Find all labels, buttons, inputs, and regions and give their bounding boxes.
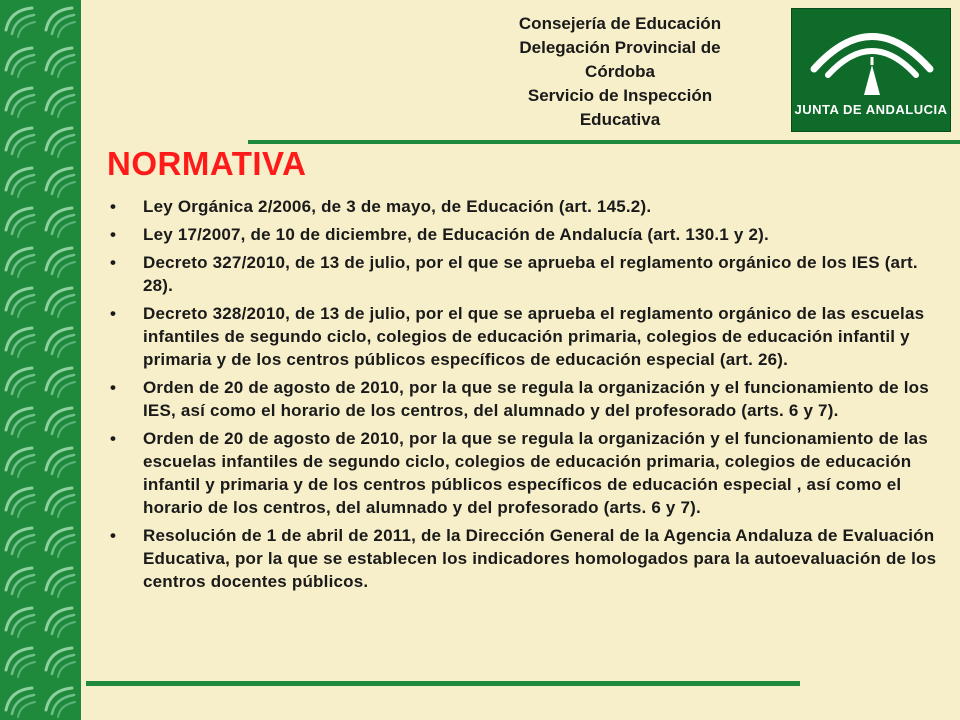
footer-divider: [86, 681, 800, 686]
arc-pattern: [0, 0, 81, 720]
bullet-icon: •: [110, 253, 117, 272]
bullet-icon: •: [110, 429, 117, 448]
list-item-text: Decreto 328/2010, de 13 de julio, por el que se aprueba el reglamento orgánico de las escuelas infantiles de segundo ciclo, colegios de educación primaria, colegios de educación infantil y primaria y de los centros públicos específicos de educación especial (art. 26).: [143, 304, 925, 369]
list-item: [110, 376, 945, 422]
header-line: Consejería de Educación: [518, 14, 722, 33]
header-line: Servicio de Inspección: [527, 86, 713, 105]
list-item-text: Ley Orgánica 2/2006, de 3 de mayo, de Educación (art. 145.2).: [143, 197, 652, 216]
page-title: NORMATIVA: [107, 145, 307, 182]
list-item-text: Decreto 327/2010, de 13 de julio, por el que se aprueba el reglamento orgánico de los IES (art. 28).: [143, 253, 918, 295]
header-institution: [470, 12, 770, 132]
bullet-icon: •: [110, 378, 117, 397]
bullet-icon: •: [110, 304, 117, 323]
list-item-text: Orden de 20 de agosto de 2010, por la que se regula la organización y el funcionamiento de las escuelas infantiles de segundo ciclo, colegios de educación primaria, colegios de educación infantil y primaria y de los centros públicos específicos de educación especial , así como el horario de los centros, del alumnado y del profesorado (arts. 6 y 7).: [143, 429, 928, 517]
header-divider: [248, 140, 960, 144]
bullet-icon: •: [110, 225, 117, 244]
list-item: [110, 427, 945, 519]
list-item: [110, 223, 945, 246]
list-item-text: Ley 17/2007, de 10 de diciembre, de Educación de Andalucía (art. 130.1 y 2).: [143, 225, 769, 244]
list-item: [110, 302, 945, 371]
bullet-icon: •: [110, 526, 117, 545]
list-item: [110, 195, 945, 218]
decorative-sidebar: [0, 0, 81, 720]
header-line: Delegación Provincial de: [519, 38, 721, 57]
list-item: [110, 251, 945, 297]
normativa-list: [110, 195, 945, 598]
list-item-text: Orden de 20 de agosto de 2010, por la que se regula la organización y el funcionamiento de los IES, así como el horario de los centros, del alumnado y del profesorado (arts. 6 y 7).: [143, 378, 929, 420]
list-item-text: Resolución de 1 de abril de 2011, de la Dirección General de la Agencia Andaluza de Evaluación Educativa, por la que se establecen los indicadores homologados para la autoevaluación de los centros docentes públicos.: [143, 526, 937, 591]
junta-logo: [791, 8, 951, 132]
list-item: [110, 524, 945, 593]
header-line: Educativa: [579, 110, 661, 129]
bullet-icon: •: [110, 197, 117, 216]
logo-text: JUNTA DE ANDALUCIA: [794, 102, 948, 117]
header-line: Córdoba: [585, 62, 655, 81]
